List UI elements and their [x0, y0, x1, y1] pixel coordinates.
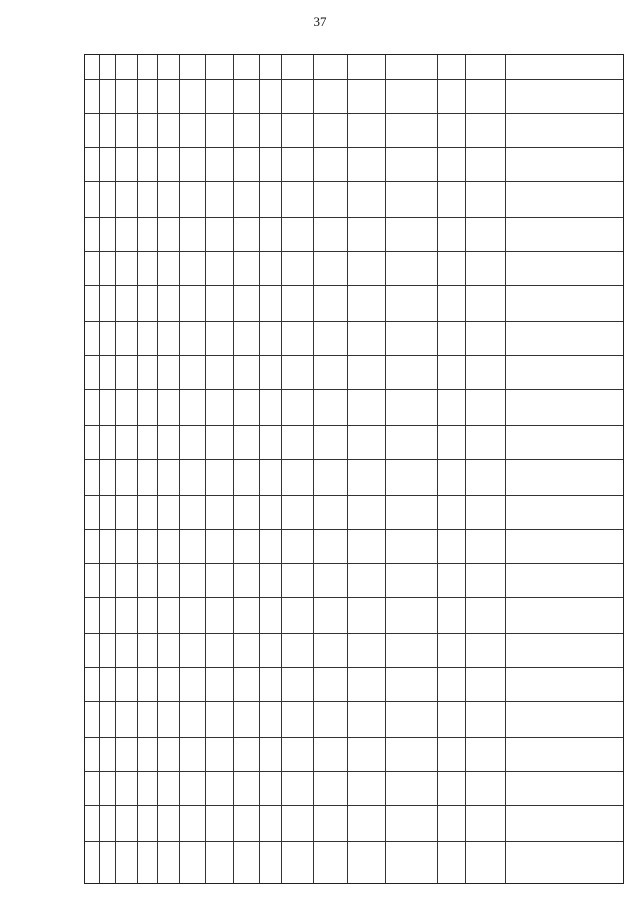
table-row	[85, 355, 623, 356]
table-row	[85, 633, 623, 634]
table-row	[233, 55, 234, 883]
table-row	[85, 701, 623, 702]
table-row	[85, 321, 623, 322]
table-row	[85, 495, 623, 496]
table-row	[85, 285, 623, 286]
table-row	[85, 529, 623, 530]
table-row	[259, 55, 260, 883]
table-row	[157, 55, 158, 883]
table-row	[179, 55, 180, 883]
table-row	[85, 389, 623, 390]
table-row	[85, 737, 623, 738]
table-row	[505, 55, 506, 883]
table-row	[347, 55, 348, 883]
table-row	[85, 667, 623, 668]
table-row	[85, 841, 623, 842]
table-row	[437, 55, 438, 883]
table-row	[313, 55, 314, 883]
table-row	[85, 459, 623, 460]
table-row	[85, 805, 623, 806]
table-row	[85, 771, 623, 772]
table-row	[85, 181, 623, 182]
table-row	[99, 55, 100, 883]
table-row	[465, 55, 466, 883]
table-row	[85, 563, 623, 564]
table-row	[85, 147, 623, 148]
table-row	[85, 79, 623, 80]
table-row	[281, 55, 282, 883]
data-table	[84, 54, 624, 884]
page-number: 37	[313, 14, 327, 29]
table-row	[115, 55, 116, 883]
table-row	[85, 217, 623, 218]
table-row	[205, 55, 206, 883]
table-row	[137, 55, 138, 883]
table-row	[385, 55, 386, 883]
table-row	[85, 425, 623, 426]
table-row	[85, 113, 623, 114]
table-row	[85, 251, 623, 252]
table-row	[85, 597, 623, 598]
